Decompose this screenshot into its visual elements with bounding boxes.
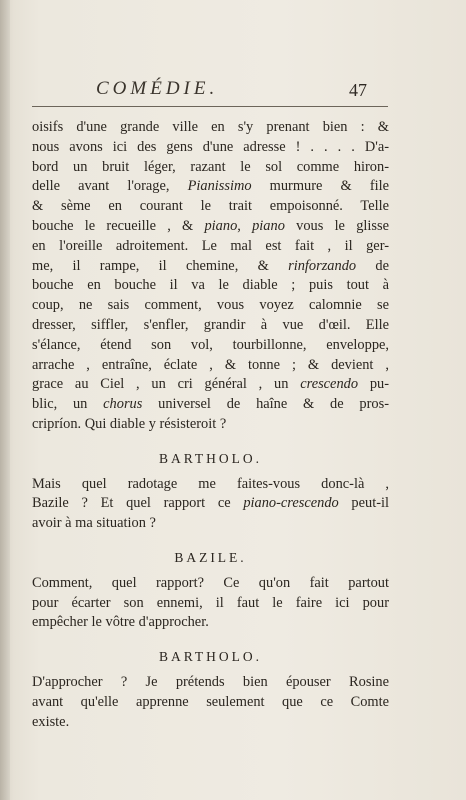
header-rule [32,106,388,107]
opening-paragraph [32,118,389,435]
text-run: D'approcher ? Je prétends bien épouser Rosine [32,673,389,690]
text-line [32,257,389,277]
text-line [32,158,389,178]
text-line [32,276,389,296]
text-line [32,594,389,614]
italic-term: piano [204,217,238,234]
text-run: Bazile ? Et quel rapport ce [32,495,244,512]
text-line [32,475,389,495]
text-line [32,613,389,633]
text-line [32,514,389,534]
text-run: delle avant l'orage, [32,178,188,195]
italic-term: crescendo [300,376,359,393]
italic-term: rinforzando [288,257,357,274]
italic-term: piano [252,217,285,234]
italic-term: chorus [103,396,143,413]
text-run: pour écarter son ennemi, il faut le faire ici pour [32,594,389,611]
text-line [32,673,389,693]
italic-term: Pianissimo [187,178,252,195]
text-run: avant qu'elle apprenne seulement que ce Comte [32,693,389,710]
text-line [32,415,389,435]
text-line [32,237,389,257]
text-line [32,356,389,376]
text-run: universel de haîne & de pros- [142,396,389,413]
speaker-name: BARTHOLO. [158,649,263,665]
text-line [32,693,389,713]
text-run: nous avons ici des gens d'une adresse ! . . . . D'a- [32,138,389,155]
text-run: Comment, quel rapport? Ce qu'on fait partout [32,574,389,591]
speaker-name: BARTHOLO. [158,450,263,466]
text-run: s'élance, étend son vol, tourbillonne, enveloppe, [32,336,389,353]
text-run: empêcher le vôtre d'approcher. [32,614,209,631]
text-run: grace au Ciel , un cri général , un [32,376,301,393]
dialogue [32,449,389,733]
text-line [32,574,389,594]
text-run: cripríon. Qui diable y résisteroit ? [32,415,227,432]
text-run: oisifs d'une grande ville en s'y prenant bien : & [32,119,389,135]
text-run: & sème en courant le trait empoisonné. Telle [32,198,389,215]
text-line [32,197,389,217]
text-run: en l'oreille adroitement. Le mal est fait , il ger- [32,237,389,254]
text-run: coup, ne sais comment, vous voyez calomnie se [32,297,389,314]
text-run: bord un bruit léger, razant le sol comme hiron- [32,158,389,175]
speaker-name: BAZILE. [174,549,247,565]
text-run: arrache , entraîne, éclate , & tonne ; & devient , [32,356,389,373]
text-run: vous le glisse [284,217,389,234]
page-number: 47 [349,80,367,100]
text-run: peut-il [338,495,389,512]
text-run: murmure & file [251,178,389,195]
text-run: existe. [32,713,70,730]
italic-term: piano-crescendo [243,495,339,512]
text-run: dresser, siffler, s'enfler, grandir à vue d'œil. Elle [32,316,389,333]
text-run: bouche en bouche il va le diable ; puis tout à [32,277,389,294]
text-line [32,713,389,733]
binding-gutter [0,0,10,800]
text-run: bouche le recueille , & [32,217,205,234]
text-line [32,395,389,415]
text-run: me, il rampe, il chemine, & [32,257,289,274]
text-run: de [356,257,389,274]
text-line [32,296,389,316]
text-line [32,375,389,395]
text-run: avoir à ma situation ? [32,515,156,532]
text-run: pu- [358,376,390,393]
text-line [32,316,389,336]
text-line [32,177,389,197]
running-title: COMÉDIE. [96,78,219,99]
text-line [32,118,389,138]
text-run: , [237,217,253,234]
text-run: Mais quel radotage me faites-vous donc-là , [32,475,389,492]
text-line [32,217,389,237]
page-body [32,118,389,732]
text-run: blic, un [32,396,104,413]
text-line [32,494,389,514]
text-line [32,336,389,356]
text-line [32,138,389,158]
